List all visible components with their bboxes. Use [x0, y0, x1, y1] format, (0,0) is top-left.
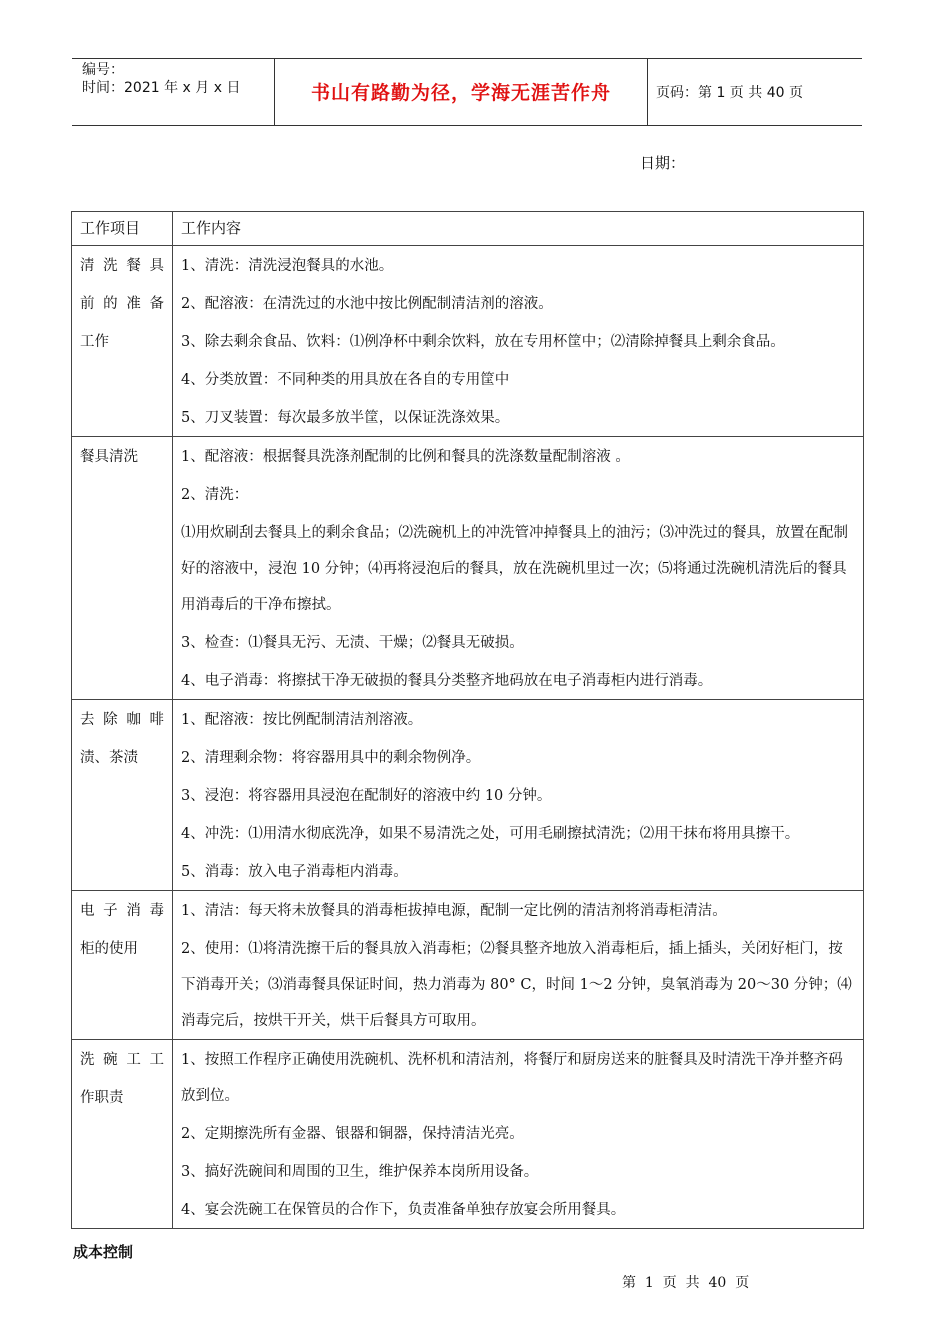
- table-row: [72, 246, 864, 437]
- content-line: 2、配溶液：在清洗过的水池中按比例配制清洁剂的溶液。: [181, 296, 553, 312]
- work-item-cell: [72, 1040, 173, 1229]
- work-item-line: 餐具清洗: [80, 449, 138, 465]
- work-item-line: 电 子 消 毒: [80, 903, 164, 919]
- page-indicator: 页码：第 1 页 共 40 页: [656, 85, 803, 101]
- work-item-line: 渍、茶渍: [80, 750, 138, 766]
- column-header-item: 工作项目: [72, 212, 173, 246]
- content-line: 3、检查：⑴餐具无污、无渍、干燥；⑵餐具无破损。: [181, 635, 524, 651]
- content-line: 2、清理剩余物：将容器用具中的剩余物例净。: [181, 750, 481, 766]
- table-header-row: [72, 212, 864, 246]
- content-line: 1、配溶液：根据餐具洗涤剂配制的比例和餐具的洗涤数量配制溶液 。: [181, 449, 630, 465]
- work-content-cell: [173, 700, 864, 891]
- work-item-cell: [72, 246, 173, 437]
- header-bottom-rule: [72, 125, 862, 126]
- document-number-label: 编号：: [82, 62, 124, 78]
- work-item-line: 前 的 准 备: [80, 296, 164, 312]
- work-item-cell: [72, 700, 173, 891]
- content-line: 1、清洗：清洗浸泡餐具的水池。: [181, 258, 394, 274]
- content-line: 1、配溶液：按比例配制清洁剂溶液。: [181, 712, 423, 728]
- work-item-cell: [72, 437, 173, 700]
- table-row: [72, 1040, 864, 1229]
- content-line: 4、宴会洗碗工在保管员的合作下，负责准备单独存放宴会所用餐具。: [181, 1202, 626, 1218]
- content-line: 5、消毒：放入电子消毒柜内消毒。: [181, 864, 408, 880]
- content-line: 4、分类放置：不同种类的用具放在各自的专用筐中: [181, 372, 510, 388]
- work-content-cell: [173, 891, 864, 1040]
- header-top-rule: [72, 58, 862, 59]
- column-header-content: 工作内容: [173, 212, 864, 246]
- content-line: 4、冲洗：⑴用清水彻底洗净，如果不易清洗之处，可用毛刷擦拭清洗；⑵用干抹布将用具擦干。: [181, 826, 800, 842]
- content-line: ⑴用炊刷刮去餐具上的剩余食品；⑵洗碗机上的冲洗管冲掉餐具上的油污；⑶冲洗过的餐具，放置在配制好的溶液中，浸泡 10 分钟；⑷再将浸泡后的餐具，放在洗碗机里过一次；⑸将通过洗碗机清洗后的餐具用消毒后的干净布擦拭。: [181, 525, 848, 613]
- work-content-cell: [173, 1040, 864, 1229]
- content-line: 3、浸泡：将容器用具浸泡在配制好的溶液中约 10 分钟。: [181, 788, 552, 804]
- content-line: 3、除去剩余食品、饮料：⑴例净杯中剩余饮料，放在专用杯筐中；⑵清除掉餐具上剩余食品。: [181, 334, 785, 350]
- table-row: [72, 700, 864, 891]
- content-line: 2、清洗：: [181, 487, 249, 503]
- table-row: [72, 891, 864, 1040]
- content-line: 2、定期擦洗所有金器、银器和铜器，保持清洁光亮。: [181, 1126, 524, 1142]
- content-line: 2、使用：⑴将清洗擦干后的餐具放入消毒柜；⑵餐具整齐地放入消毒柜后，插上插头，关闭好柜门，按下消毒开关；⑶消毒餐具保证时间，热力消毒为 80° C，时间 1～2 分钟，臭氧消毒为 20～30 分钟；⑷消毒完后，按烘干开关，烘干后餐具方可取用。: [181, 941, 852, 1029]
- work-content-cell: [173, 246, 864, 437]
- work-item-line: 清 洗 餐 具: [80, 258, 164, 274]
- header-motto: 书山有路勤为径，学海无涯苦作舟: [310, 82, 611, 104]
- section-title-cost-control: 成本控制: [73, 1243, 134, 1261]
- content-line: 4、电子消毒：将擦拭干净无破损的餐具分类整齐地码放在电子消毒柜内进行消毒。: [181, 673, 713, 689]
- work-item-line: 工作: [80, 334, 109, 350]
- page-footer: 第 1 页 共 40 页: [622, 1275, 750, 1291]
- work-item-cell: [72, 891, 173, 1040]
- table-row: [72, 437, 864, 700]
- header-divider-right: [647, 58, 648, 125]
- content-line: 5、刀叉装置：每次最多放半筐，以保证洗涤效果。: [181, 410, 510, 426]
- work-item-line: 去 除 咖 啡: [80, 712, 164, 728]
- work-content-cell: [173, 437, 864, 700]
- date-label: 日期：: [640, 154, 686, 172]
- document-time-label: 时间：2021 年 x 月 x 日: [82, 80, 241, 96]
- work-item-line: 作职责: [80, 1090, 124, 1106]
- work-item-line: 柜的使用: [80, 941, 138, 957]
- content-line: 3、搞好洗碗间和周围的卫生，维护保养本岗所用设备。: [181, 1164, 539, 1180]
- content-line: 1、按照工作程序正确使用洗碗机、洗杯机和清洁剂，将餐厅和厨房送来的脏餐具及时清洗干净并整齐码放到位。: [181, 1052, 843, 1104]
- content-line: 1、清洁：每天将未放餐具的消毒柜拔掉电源，配制一定比例的清洁剂将消毒柜清洁。: [181, 903, 727, 919]
- work-item-line: 洗 碗 工 工: [80, 1052, 164, 1068]
- work-procedure-table: [71, 211, 864, 1229]
